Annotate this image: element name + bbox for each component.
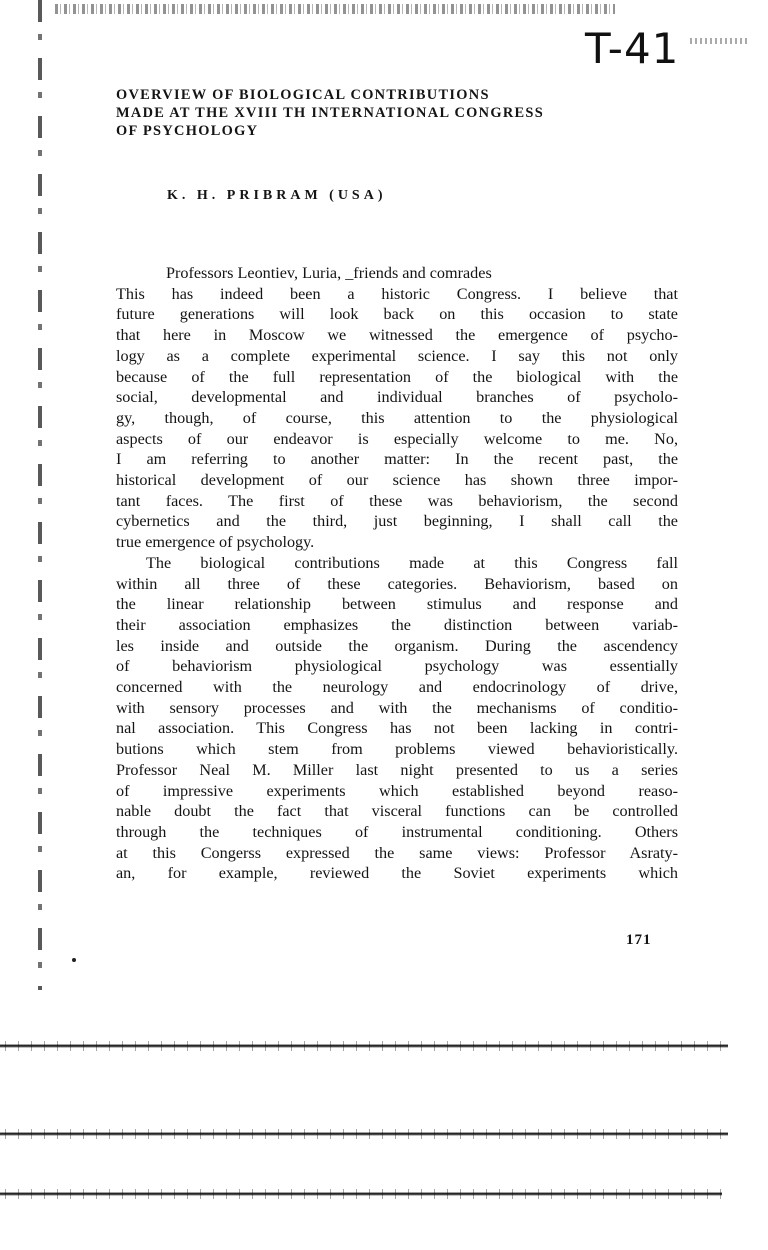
text-line: nal association. This Congress has not been lacking in contri- bbox=[116, 719, 678, 738]
title-line: MADE AT THE XVIII TH INTERNATIONAL CONGRESS bbox=[116, 105, 545, 121]
text-line: This has indeed been a historic Congress. I believe that bbox=[116, 284, 678, 303]
text-line: an, for example, reviewed the Soviet experiments which bbox=[116, 864, 678, 883]
text-line: The biological contributions made at this Congress fall bbox=[146, 553, 678, 572]
text-line: through the techniques of instrumental conditioning. Others bbox=[116, 822, 678, 841]
text-line: aspects of our endeavor is especially welcome to me. No, bbox=[116, 429, 678, 448]
scan-artifact-dot bbox=[72, 958, 76, 962]
text-line: I am referring to another matter: In the recent past, the bbox=[116, 450, 678, 469]
text-line: that here in Moscow we witnessed the emergence of psycho- bbox=[116, 326, 678, 345]
text-line: at this Congerss expressed the same views: Professor Asraty- bbox=[116, 843, 678, 862]
text-line: historical development of our science has shown three impor- bbox=[116, 471, 678, 490]
scan-artifact-top-right bbox=[690, 38, 750, 44]
text-line: tant faces. The first of these was behaviorism, the second bbox=[116, 491, 678, 510]
text-line: their association emphasizes the distinction between variab- bbox=[116, 615, 678, 634]
text-line: with sensory processes and with the mechanisms of conditio- bbox=[116, 698, 678, 717]
title-line: OF PSYCHOLOGY bbox=[116, 123, 259, 139]
text-line: Professors Leontiev, Luria, _friends and comrades bbox=[166, 264, 492, 282]
text-line: gy, though, of course, this attention to the physiological bbox=[116, 408, 678, 427]
text-line: true emergence of psychology. bbox=[116, 533, 315, 552]
text-line: within all three of these categories. Behaviorism, based on bbox=[116, 574, 678, 593]
text-line: nable doubt the fact that visceral functions can be controlled bbox=[116, 802, 678, 821]
scan-artifact-left-edge bbox=[38, 0, 42, 990]
text-line: because of the full representation of the biological with the bbox=[116, 367, 678, 386]
text-line: future generations will look back on this occasion to state bbox=[116, 305, 678, 324]
text-line: Professor Neal M. Miller last night presented to us a series bbox=[116, 760, 678, 779]
scan-artifact-top bbox=[55, 4, 615, 14]
text-line: les inside and outside the organism. During the ascendency bbox=[116, 636, 678, 655]
document-id: T-41 bbox=[585, 24, 680, 73]
paper-title bbox=[116, 86, 616, 140]
scan-rule-1 bbox=[0, 1044, 728, 1048]
text-line: social, developmental and individual branches of psycholo- bbox=[116, 388, 678, 407]
text-line: concerned with the neurology and endocrinology of drive, bbox=[116, 678, 678, 697]
text-line: of impressive experiments which established beyond reaso- bbox=[116, 781, 678, 800]
scan-rule-3 bbox=[0, 1192, 722, 1196]
text-line: cybernetics and the third, just beginning, I shall call the bbox=[116, 512, 678, 531]
title-line: OVERVIEW OF BIOLOGICAL CONTRIBUTIONS bbox=[116, 87, 490, 103]
author-line: K. H. PRIBRAM (USA) bbox=[167, 188, 387, 203]
text-line: butions which stem from problems viewed behavioristically. bbox=[116, 740, 678, 759]
text-line: of behaviorism physiological psychology was essentially bbox=[116, 657, 678, 676]
text-line: logy as a complete experimental science. I say this not only bbox=[116, 346, 678, 365]
scan-rule-2 bbox=[0, 1132, 728, 1136]
page-number: 171 bbox=[626, 932, 652, 948]
text-line: the linear relationship between stimulus and response and bbox=[116, 595, 678, 614]
body-text bbox=[116, 263, 678, 884]
